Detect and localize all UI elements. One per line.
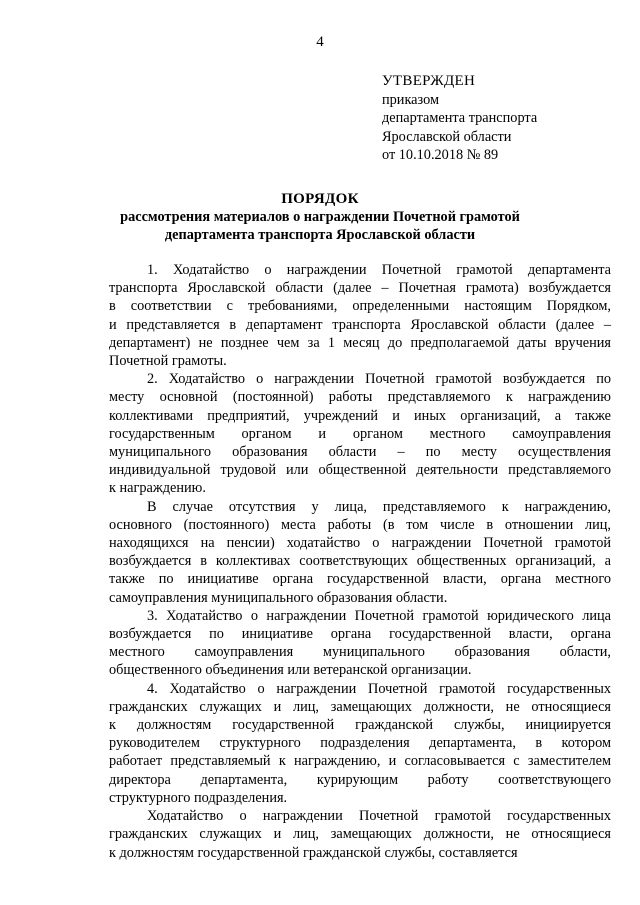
paragraph-line: основного (постоянного) места работы (в том числе в отношении лиц, <box>109 516 611 533</box>
paragraph-line: к награждению. <box>109 480 206 497</box>
paragraph-line: находящихся на пенсии) ходатайство о награждении Почетной грамотой <box>109 535 611 552</box>
paragraph-line: возбуждается в коллективах соответствующих общественных организаций, а <box>109 553 611 570</box>
paragraph-line: гражданских служащих и лиц, замещающих должности, не относящиеся <box>109 826 611 843</box>
approval-line: от 10.10.2018 № 89 <box>382 147 499 163</box>
title-line: рассмотрения материалов о награждении Почетной грамотой <box>120 209 520 225</box>
paragraph-line: государственным органом и органом местного самоуправления <box>109 425 611 442</box>
document-title <box>0 190 640 244</box>
paragraph-line: к должностям государственной гражданской службы, инициируется <box>109 717 611 734</box>
paragraph-line: возбуждается по инициативе органа государственной власти, органа <box>109 626 611 643</box>
page-number: 4 <box>316 34 324 50</box>
paragraph <box>109 261 611 370</box>
approval-block <box>382 72 537 165</box>
paragraph <box>109 807 611 862</box>
paragraph-line: самоуправления муниципального образования области. <box>109 589 448 606</box>
paragraph <box>109 370 611 497</box>
paragraph-line: работает представляемый к награждению, и согласовывается с заместителем <box>109 753 611 770</box>
paragraph-line: В случае отсутствия у лица, представляемого к награждению, <box>147 498 611 515</box>
paragraph <box>109 498 611 607</box>
paragraph-line: 2. Ходатайство о награждении Почетной грамотой возбуждается по <box>147 371 611 388</box>
approval-heading: УТВЕРЖДЕН <box>382 73 476 89</box>
paragraph-line: муниципального образования области – по месту осуществления <box>109 444 611 461</box>
approval-line: приказом <box>382 91 440 108</box>
paragraph-line: местного самоуправления муниципального образования области, <box>109 644 611 661</box>
paragraph-line: структурного подразделения. <box>109 789 288 806</box>
paragraph-line: Почетной грамоты. <box>109 353 227 370</box>
paragraph-line: руководителем структурного подразделения департамента, в котором <box>109 735 611 752</box>
paragraph-line: к должностям государственной гражданской службы, составляется <box>109 844 518 861</box>
paragraph <box>109 680 611 807</box>
paragraph-line: транспорта Ярославской области (далее – Почетная грамота) возбуждается <box>109 280 611 297</box>
paragraph-line: в соответствии с требованиями, определенными настоящим Порядком, <box>109 298 611 315</box>
paragraph-line: 1. Ходатайство о награждении Почетной грамотой департамента <box>147 262 611 278</box>
paragraph-line: также по инициативе органа государственной власти, органа местного <box>109 571 611 588</box>
paragraph-line: 4. Ходатайство о награждении Почетной грамотой государственных <box>147 680 611 697</box>
paragraph-line: директора департамента, курирующим работу соответствующего <box>109 771 611 788</box>
paragraph-line: 3. Ходатайство о награждении Почетной грамотой юридического лица <box>147 607 611 624</box>
paragraph-line: месту основной (постоянной) работы представляемого к награждению <box>109 389 611 406</box>
document-body <box>109 261 611 862</box>
paragraph-line: Ходатайство о награждении Почетной грамотой государственных <box>147 808 611 825</box>
paragraph-line: департамент) не позднее чем за 1 месяц до предполагаемой даты вручения <box>109 334 611 351</box>
paragraph-line: и представляется в департамент транспорта Ярославской области (далее – <box>109 316 611 333</box>
paragraph-line: гражданских служащих и лиц, замещающих должности, не относящиеся <box>109 698 611 715</box>
paragraph-line: общественного объединения или ветеранской организации. <box>109 662 472 679</box>
title-main: ПОРЯДОК <box>281 191 359 207</box>
paragraph <box>109 607 611 680</box>
title-line: департамента транспорта Ярославской области <box>164 227 476 243</box>
approval-line: департамента транспорта <box>382 110 538 126</box>
approval-line: Ярославской области <box>382 128 512 145</box>
paragraph-line: коллективами предприятий, учреждений и иных организаций, а также <box>109 407 611 424</box>
paragraph-line: индивидуальной трудовой или общественной деятельности представляемого <box>109 462 611 479</box>
